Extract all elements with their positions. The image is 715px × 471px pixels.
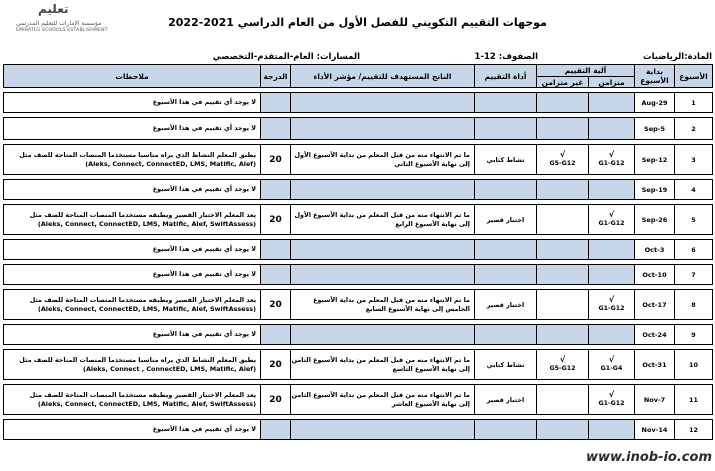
table-row	[4, 180, 713, 200]
sync-cell	[589, 385, 635, 415]
table-row	[4, 93, 713, 113]
week-start-date: Aug-29	[635, 93, 675, 113]
week-start-date: Oct-31	[635, 350, 675, 380]
notes-cell: لا يوجد أي تقييم في هذا الأسبوع	[4, 93, 261, 113]
week-number: 4	[675, 180, 713, 200]
header-outcome: الناتج المستهدف للتقييم/ مؤشر الأداء	[291, 65, 475, 88]
outcome-cell	[291, 240, 475, 260]
table-row	[4, 420, 713, 440]
check-mark-icon: √	[559, 150, 566, 159]
grade-cell: 20	[261, 350, 291, 380]
outcome-cell	[291, 420, 475, 440]
meta-subject: المادة:الرياضيات	[643, 52, 712, 62]
week-start-date: Nov-7	[635, 385, 675, 415]
week-start-date: Oct-3	[635, 240, 675, 260]
notes-arabic: يطبق المعلم النشاط الذي يراه مناسبا مستخدما المنصات المتاحة للصف مثل	[19, 355, 256, 364]
week-start-date: Oct-10	[635, 265, 675, 285]
header-async: غير متزامن	[537, 77, 589, 88]
async-cell	[537, 180, 589, 200]
notes-cell	[4, 350, 261, 380]
table-row	[4, 118, 713, 140]
outcome-cell: ما تم الانتهاء منه من قبل المعلم من بداية الأسبوع الأول إلى نهاية الأسبوع الثاني	[291, 145, 475, 175]
async-cell	[537, 118, 589, 140]
tool-cell: اختبار قصير	[475, 385, 537, 415]
assessment-table	[3, 64, 713, 440]
grade-range: G5-G12	[549, 365, 576, 372]
week-number: 8	[675, 290, 713, 320]
grade-cell	[261, 240, 291, 260]
header-notes: ملاحظات	[4, 65, 261, 88]
grade-cell: 20	[261, 290, 291, 320]
tool-cell	[475, 180, 537, 200]
sync-cell	[589, 180, 635, 200]
week-number: 12	[675, 420, 713, 440]
header-sync: متزامن	[589, 77, 635, 88]
week-number: 2	[675, 118, 713, 140]
outcome-cell	[291, 180, 475, 200]
sync-cell	[589, 265, 635, 285]
grade-cell	[261, 420, 291, 440]
header-week-start: بداية الأسبوع	[635, 65, 675, 88]
tool-cell: نشاط كتابي	[475, 145, 537, 175]
check-mark-icon: √	[608, 295, 615, 304]
header-mechanism: آلية التقييم	[537, 65, 635, 77]
sync-cell	[589, 205, 635, 235]
meta-grades: الصفوف: 12-1	[474, 52, 538, 62]
sync-cell	[589, 350, 635, 380]
check-mark-icon: √	[608, 355, 615, 364]
week-number: 10	[675, 350, 713, 380]
async-cell	[537, 350, 589, 380]
outcome-cell: ما تم الانتهاء منه من قبل المعلم من بداية الأسبوع الثامن إلى نهاية الأسبوع التاسع	[291, 350, 475, 380]
table-row	[4, 290, 713, 320]
table-row	[4, 205, 713, 235]
logo-arabic-mark: تعليم	[38, 2, 69, 16]
tool-cell: اختبار قصير	[475, 205, 537, 235]
async-cell	[537, 325, 589, 345]
grade-cell	[261, 180, 291, 200]
async-cell	[537, 145, 589, 175]
week-number: 7	[675, 265, 713, 285]
notes-platforms: (Aleks, Connect, ConnectED, LMS, Matific, Alef, SwiftAssess)	[37, 304, 256, 313]
check-mark-icon: √	[608, 210, 615, 219]
notes-cell	[4, 385, 261, 415]
tool-cell: اختبار قصير	[475, 290, 537, 320]
tool-cell: نشاط كتابي	[475, 350, 537, 380]
grade-range: G1-G12	[598, 305, 625, 312]
meta-tracks: المسارات: العام-المتقدم-التخصصي	[212, 52, 360, 62]
notes-platforms: (Aleks, Connect, ConnectED, LMS, Matific, Alef, SwiftAssess)	[37, 219, 256, 228]
week-start-date: Sep-26	[635, 205, 675, 235]
watermark: www.inob-io.com	[585, 446, 713, 470]
header-tool: أداة التقييم	[475, 65, 537, 88]
notes-platforms: (Aleks, Connect, ConnectED, LMS, Matific, Alef)	[85, 159, 256, 168]
tool-cell	[475, 325, 537, 345]
week-start-date: Sep-5	[635, 118, 675, 140]
grade-cell	[261, 118, 291, 140]
week-number: 9	[675, 325, 713, 345]
grade-cell: 20	[261, 145, 291, 175]
notes-cell	[4, 145, 261, 175]
check-mark-icon: √	[608, 390, 615, 399]
grade-range: G1-G12	[598, 400, 625, 407]
grade-cell	[261, 265, 291, 285]
week-start-date: Oct-24	[635, 325, 675, 345]
week-start-date: Oct-17	[635, 290, 675, 320]
table-row	[4, 350, 713, 380]
async-cell	[537, 385, 589, 415]
table-body	[4, 88, 713, 440]
notes-cell: لا يوجد أي تقييم في هذا الأسبوع	[4, 240, 261, 260]
grade-range: G1-G12	[598, 220, 625, 227]
sync-cell	[589, 420, 635, 440]
tool-cell	[475, 93, 537, 113]
header-grade: الدرجة	[261, 65, 291, 88]
grade-range: G5-G12	[549, 160, 576, 167]
tool-cell	[475, 240, 537, 260]
check-mark-icon: √	[608, 150, 615, 159]
notes-cell: لا يوجد أي تقييم في هذا الأسبوع	[4, 420, 261, 440]
outcome-cell	[291, 265, 475, 285]
grade-cell: 20	[261, 385, 291, 415]
async-cell	[537, 265, 589, 285]
table-row	[4, 145, 713, 175]
outcome-cell	[291, 93, 475, 113]
notes-arabic: يطبق المعلم النشاط الذي يراه مناسبا مستخدما المنصات المتاحة للصف مثل	[19, 150, 256, 159]
outcome-cell: ما تم الانتهاء منه من قبل المعلم من بداية الأسبوع الأول إلى نهاية الأسبوع الرابع	[291, 205, 475, 235]
sync-cell	[589, 118, 635, 140]
notes-cell: لا يوجد أي تقييم في هذا الأسبوع	[4, 118, 261, 140]
check-mark-icon: √	[559, 355, 566, 364]
week-start-date: Sep-12	[635, 145, 675, 175]
document-title: موجهات التقييم التكويني للفصل الأول من العام الدراسي 2021-2022	[168, 16, 547, 29]
week-start-date: Sep-19	[635, 180, 675, 200]
outcome-cell: ما تم الانتهاء منه من قبل المعلم من بداية الأسبوع الخامس إلى نهاية الأسبوع السابع	[291, 290, 475, 320]
sync-cell	[589, 290, 635, 320]
tool-cell	[475, 118, 537, 140]
outcome-cell: ما تم الانتهاء منه من قبل المعلم من بداية الأسبوع الثامن إلى نهاية الأسبوع العاشر	[291, 385, 475, 415]
logo-line-arabic: مؤسسة الإمارات للتعليم المدرسي	[16, 20, 102, 27]
sync-cell	[589, 325, 635, 345]
notes-cell: لا يوجد أي تقييم في هذا الأسبوع	[4, 265, 261, 285]
tool-cell	[475, 420, 537, 440]
async-cell	[537, 240, 589, 260]
async-cell	[537, 205, 589, 235]
week-number: 5	[675, 205, 713, 235]
notes-platforms: (Aleks, Connect , ConnectED, LMS, Matific, Alef)	[83, 364, 256, 373]
week-number: 3	[675, 145, 713, 175]
header-week: الأسبوع	[675, 65, 713, 88]
meta-row	[3, 52, 712, 64]
week-number: 11	[675, 385, 713, 415]
notes-cell	[4, 290, 261, 320]
notes-platforms: (Aleks, Connect, ConnectED, LMS, Matific, Alef, SwiftAssess)	[37, 399, 256, 408]
logo-line-english: EMIRATES SCHOOLS ESTABLISHMENT	[16, 28, 108, 33]
grade-cell	[261, 325, 291, 345]
sync-cell	[589, 93, 635, 113]
week-number: 1	[675, 93, 713, 113]
table-row	[4, 325, 713, 345]
sync-cell	[589, 145, 635, 175]
grade-range: G1-G12	[598, 160, 625, 167]
grade-cell	[261, 93, 291, 113]
sync-cell	[589, 240, 635, 260]
outcome-cell	[291, 118, 475, 140]
week-number: 6	[675, 240, 713, 260]
notes-arabic: يعد المعلم الاختبار القصير ويطبقه مستخدما المنصات المتاحة للصف مثل	[29, 295, 256, 304]
notes-cell	[4, 205, 261, 235]
notes-cell: لا يوجد أي تقييم في هذا الأسبوع	[4, 325, 261, 345]
notes-arabic: يعد المعلم الاختبار القصير ويطبقه مستخدما المنصات المتاحة للصف مثل	[29, 210, 256, 219]
table-row	[4, 385, 713, 415]
notes-arabic: يعد المعلم الاختبار القصير ويطبقه مستخدما المنصات المتاحة للصف مثل	[29, 390, 256, 399]
week-start-date: Nov-14	[635, 420, 675, 440]
async-cell	[537, 290, 589, 320]
async-cell	[537, 93, 589, 113]
notes-cell: لا يوجد أي تقييم في هذا الأسبوع	[4, 180, 261, 200]
grade-cell: 20	[261, 205, 291, 235]
table-row	[4, 240, 713, 260]
async-cell	[537, 420, 589, 440]
outcome-cell	[291, 325, 475, 345]
tool-cell	[475, 265, 537, 285]
grade-range: G1-G4	[600, 365, 623, 372]
table-row	[4, 265, 713, 285]
